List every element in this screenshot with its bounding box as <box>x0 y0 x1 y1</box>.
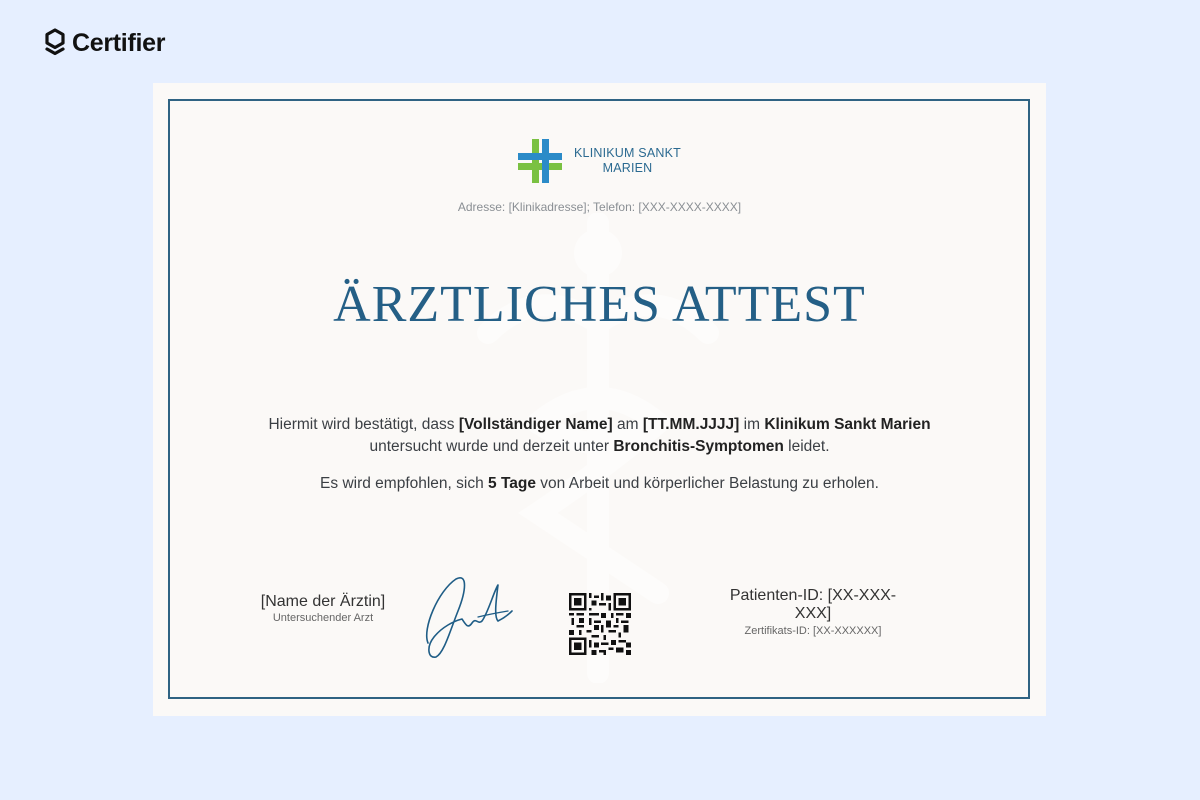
id-block <box>713 587 913 637</box>
recommendation-text-2: von Arbeit und körperlicher Belastung zu erholen. <box>536 475 879 492</box>
statement-text-4: untersucht wurde und derzeit unter <box>369 438 614 455</box>
brand-name: Certifier <box>72 28 166 57</box>
medical-cross-icon <box>518 139 562 183</box>
certificate-id: Zertifikats-ID: [XX-XXXXXX] <box>744 625 882 637</box>
clinic-address: Adresse: [Klinikadresse]; Telefon: [XXX-XXXX-XXXX] <box>457 200 742 214</box>
statement-text-1: Hiermit wird bestätigt, dass <box>268 416 459 433</box>
clinic-reference: Klinikum Sankt Marien <box>764 416 931 433</box>
doctor-name: [Name der Ärztin] <box>260 593 386 610</box>
qr-code-icon <box>569 593 631 655</box>
signature-icon <box>418 571 513 661</box>
statement-text-5: leidet. <box>783 438 830 455</box>
doctor-role: Untersuchender Arzt <box>272 612 374 624</box>
certifier-logo-icon <box>44 28 66 58</box>
statement-text-2: am <box>612 416 643 433</box>
brand-logo[interactable] <box>44 28 165 58</box>
patient-name: [Vollständiger Name] <box>458 416 613 433</box>
recommendation-text-1: Es wird empfohlen, sich <box>320 475 489 492</box>
certificate <box>153 83 1046 716</box>
exam-date: [TT.MM.JJJJ] <box>642 416 740 433</box>
clinic-name <box>574 146 681 176</box>
certificate-title: ÄRZTLICHES ATTEST <box>333 276 866 333</box>
certificate-statement <box>253 414 946 495</box>
statement-text-3: im <box>739 416 765 433</box>
doctor-block <box>253 593 393 624</box>
patient-id: Patienten-ID: [XX-XXX-XXX] <box>729 587 897 622</box>
recommendation-paragraph <box>253 473 946 495</box>
clinic-name-line1: KLINIKUM SANKT <box>574 146 681 160</box>
clinic-logo <box>153 139 1046 183</box>
clinic-name-line2: MARIEN <box>602 161 653 175</box>
diagnosis: Bronchitis-Symptomen <box>613 438 784 455</box>
rest-days: 5 Tage <box>488 475 536 492</box>
statement-paragraph <box>253 414 946 458</box>
